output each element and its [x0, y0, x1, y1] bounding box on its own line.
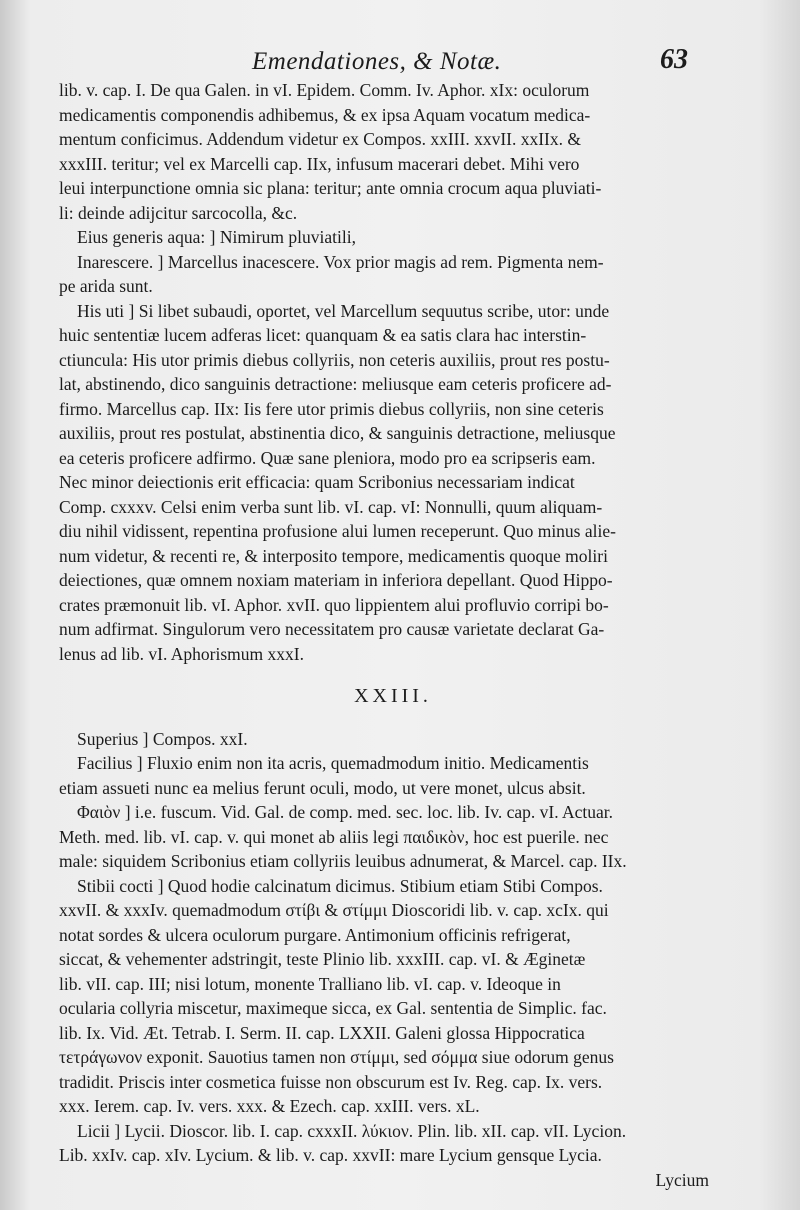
- text-line: medicamentis componendis adhibemus, & ex ipsa Aquam vocatum medica-: [59, 104, 591, 125]
- text-line: diu nihil vidissent, repentina profusione alui lumen receperunt. Quo minus alie-: [59, 521, 616, 541]
- text-line: Comp. cxxxv. Celsi enim verba sunt lib. vI. cap. vI: Nonnulli, quum aliquam-: [59, 496, 603, 517]
- text-line: siccat, & vehementer adstringit, teste Plinio lib. xxxIII. cap. vI. & Æginetæ: [59, 949, 586, 969]
- text-line: auxiliis, prout res postulat, abstinentia dico, & sanguinis detractione, meliusque: [59, 423, 616, 443]
- text-line: lib. v. cap. I. De qua Galen. in vI. Epidem. Comm. Iv. Aphor. xIx: oculorum: [59, 80, 590, 100]
- text-line: Stibii cocti ] Quod hodie calcinatum dicimus. Stibium etiam Stibi Compos.: [77, 875, 603, 896]
- text-line: crates præmonuit lib. vI. Aphor. xvII. quo lippientem alui profluvio corripi bo-: [59, 594, 609, 615]
- text-line: lenus ad lib. vI. Aphorismum xxxI.: [59, 643, 304, 664]
- section-heading: XXIII.: [354, 685, 432, 707]
- running-header-title: Emendationes, & Notæ.: [252, 48, 502, 75]
- text-line: huic sententiæ lucem adferas licet: quanquam & ea satis clara hac interstin-: [59, 325, 587, 345]
- text-line: li: deinde adijcitur sarcocolla, &c.: [59, 202, 298, 223]
- text-line: num adfirmat. Singulorum vero necessitatem pro causæ varietate declarat Ga-: [59, 619, 605, 639]
- text-line: Lib. xxIv. cap. xIv. Lycium. & lib. v. cap. xxvII: mare Lycium gensque Lycia.: [59, 1145, 602, 1165]
- text-line: tradidit. Priscis inter cosmetica fuisse non obscurum est Iv. Reg. cap. Ix. vers.: [59, 1071, 603, 1092]
- text-line: xxx. Ierem. cap. Iv. vers. xxx. & Ezech. cap. xxIII. vers. xL.: [59, 1096, 480, 1116]
- text-line: xxxIII. teritur; vel ex Marcelli cap. IIx, infusum macerari debet. Mihi vero: [59, 153, 580, 174]
- text-line: mentum conficimus. Addendum videtur ex Compos. xxIII. xxvII. xxIIx. &: [59, 129, 582, 149]
- text-line: ea ceteris proficere adfirmo. Quæ sane pleniora, modo pro ea scripseris eam.: [59, 447, 596, 468]
- catchword: Lycium: [655, 1169, 709, 1190]
- body-text-bottom: [59, 727, 727, 1168]
- text-line: etiam assueti nunc ea melius ferunt oculi, modo, ut vere monet, ulcus absit.: [59, 777, 586, 798]
- text-line: xxvII. & xxxIv. quemadmodum στίβι & στίμμι Dioscoridi lib. v. cap. xcIx. qui: [59, 900, 609, 920]
- text-line: Meth. med. lib. vI. cap. v. qui monet ab aliis legi παιδικὸν, hoc est puerile. nec: [59, 826, 609, 847]
- text-line: deiectiones, quæ omnem noxiam materiam in inferiora depellant. Quod Hippo-: [59, 570, 613, 590]
- text-line: Facilius ] Fluxio enim non ita acris, quemadmodum initio. Medicamentis: [77, 753, 589, 773]
- text-line: Nec minor deiectionis erit efficacia: quam Scribonius necessariam indicat: [59, 472, 575, 492]
- text-line: Φαιὸν ] i.e. fuscum. Vid. Gal. de comp. med. sec. loc. lib. Iv. cap. vI. Actuar.: [77, 802, 614, 822]
- text-line: leui interpunctione omnia sic plana: teritur; ante omnia crocum aqua pluviati-: [59, 178, 602, 198]
- text-line: Licii ] Lycii. Dioscor. lib. I. cap. cxxxII. λύκιον. Plin. lib. xII. cap. vII. Lycion.: [77, 1120, 627, 1141]
- text-line: male: siquidem Scribonius etiam collyriis leuibus adnumerat, & Marcel. cap. IIx.: [59, 851, 627, 871]
- text-line: pe arida sunt.: [59, 276, 153, 296]
- page-number: 63: [660, 44, 688, 75]
- text-line: His uti ] Si libet subaudi, oportet, vel Marcellum sequutus scribe, utor: unde: [77, 300, 610, 321]
- body-text-top: [59, 78, 727, 666]
- text-line: ctiuncula: His utor primis diebus collyriis, non ceteris auxiliis, prout res postu-: [59, 349, 610, 370]
- text-line: Superius ] Compos. xxI.: [77, 728, 248, 749]
- text-line: lib. vII. cap. III; nisi lotum, monente Tralliano lib. vI. cap. v. Ideoque in: [59, 973, 561, 994]
- text-line: ocularia collyria miscetur, maximeque sicca, ex Gal. sententia de Simplic. fac.: [59, 998, 607, 1018]
- text-line: lat, abstinendo, dico sanguinis detractione: meliusque eam ceteris proficere ad-: [59, 374, 612, 394]
- text-line: notat sordes & ulcera oculorum purgare. Antimonium officinis refrigerat,: [59, 924, 571, 945]
- text-line: firmo. Marcellus cap. IIx: Iis fere utor primis diebus collyriis, non sine ceteris: [59, 398, 604, 419]
- page-body: [59, 78, 727, 1192]
- text-line: Eius generis aqua: ] Nimirum pluviatili,: [77, 227, 356, 247]
- text-line: num videtur, & recenti re, & interposito tempore, medicamentis quoque moliri: [59, 545, 608, 566]
- text-line: τετράγωνον exponit. Sauotius tamen non στίμμι, sed σόμμα siue odorum genus: [59, 1047, 614, 1067]
- text-line: lib. Ix. Vid. Æt. Tetrab. I. Serm. II. cap. LXXII. Galeni glossa Hippocratica: [59, 1022, 585, 1043]
- text-line: Inarescere. ] Marcellus inacescere. Vox prior magis ad rem. Pigmenta nem-: [77, 251, 604, 272]
